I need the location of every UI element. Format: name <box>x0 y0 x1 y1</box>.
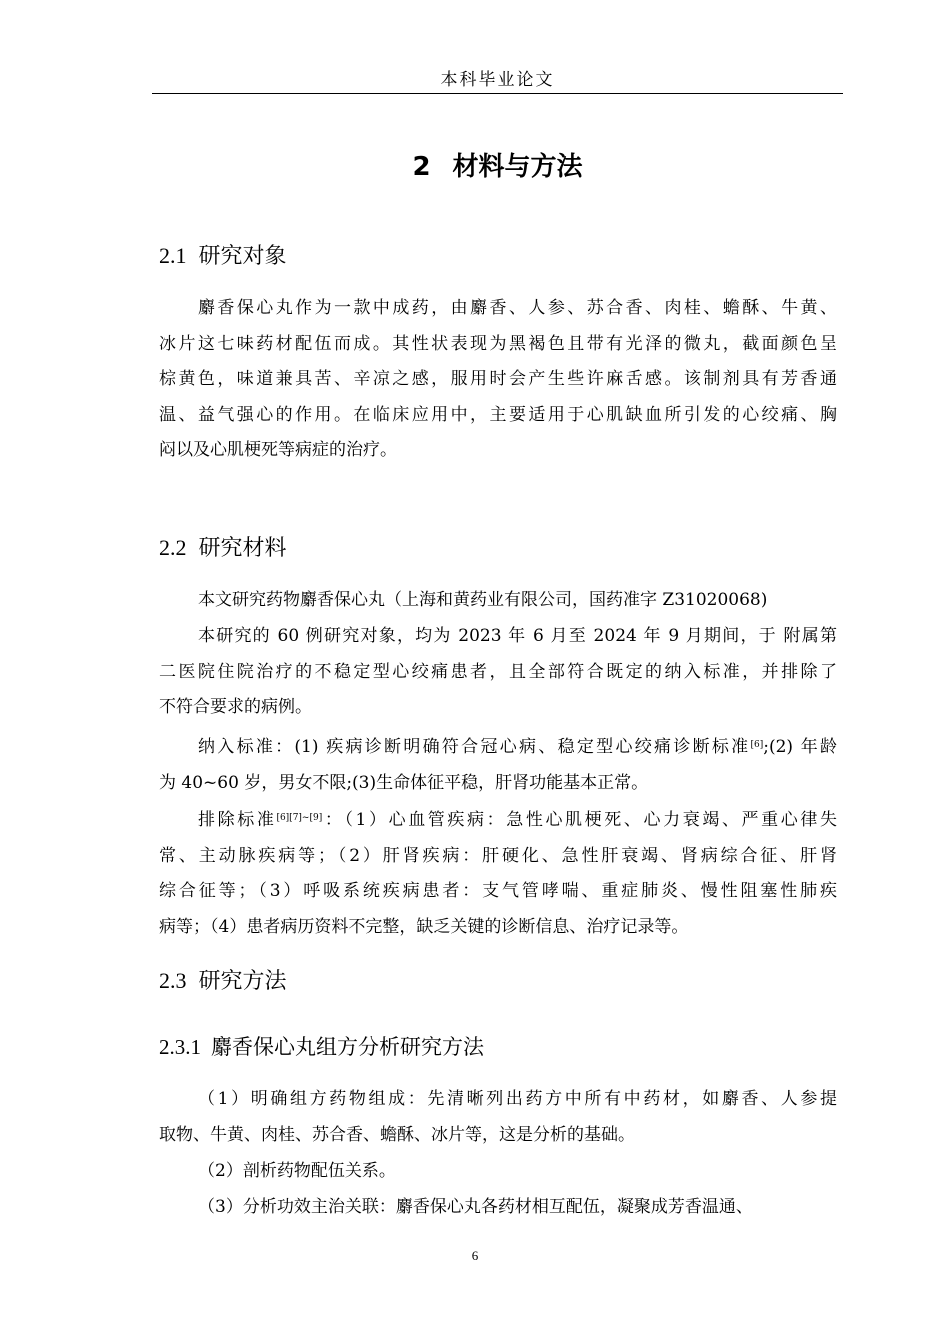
chapter-title <box>152 149 843 185</box>
section-title: 研究对象 <box>198 244 287 269</box>
text-line: 取物、牛黄、肉桂、苏合香、蟾酥、冰片等，这是分析的基础。 <box>159 1124 635 1145</box>
section-number: 2.2 <box>159 535 187 560</box>
section-title: 研究方法 <box>198 969 287 994</box>
running-header: 本科毕业论文 <box>440 70 555 90</box>
text-line: 不符合要求的病例。 <box>159 697 312 717</box>
text-line: 综合征等；（3）呼吸系统疾病患者：支气管哮喘、重症肺炎、慢性阻塞性肺疾 <box>159 881 837 901</box>
citation: [6] <box>750 740 764 750</box>
text-segment: 排除标准 <box>198 810 277 830</box>
section-heading-2-3-1 <box>159 1032 484 1062</box>
section-number: 2.3.1 <box>159 1035 201 1059</box>
text-segment: 纳入标准：(1) 疾病诊断明确符合冠心病、稳定型心绞痛诊断标准 <box>198 737 751 757</box>
paragraph-method-2 <box>159 1154 837 1190</box>
text-line: （1）明确组方药物组成：先清晰列出药方中所有中药材，如麝香、人参提 <box>198 1089 837 1109</box>
text-segment: ：（1）心血管疾病：急性心肌梗死、心力衰竭、严重心律失 <box>322 810 837 830</box>
text-line: 常、主动脉疾病等；（2）肝肾疾病：肝硬化、急性肝衰竭、肾病综合征、肝肾 <box>159 845 837 866</box>
text-line: （2）剖析药物配伍关系。 <box>198 1161 396 1181</box>
section-number: 2.1 <box>159 243 187 268</box>
section-heading-2-3 <box>159 966 287 997</box>
paragraph-exclusion-criteria <box>159 803 837 945</box>
text-segment: ;(2) 年龄 <box>763 737 838 757</box>
chapter-title-text: 材料与方法 <box>452 152 583 182</box>
paragraph-method-3 <box>159 1190 837 1226</box>
paragraph-method-1 <box>159 1082 837 1153</box>
text-line: 病等；（4）患者病历资料不完整，缺乏关键的诊断信息、治疗记录等。 <box>159 916 689 937</box>
paragraph-drug <box>159 583 837 619</box>
section-heading-2-2 <box>159 533 287 564</box>
text-line <box>159 803 837 839</box>
text-line: 冰片这七味药材配伍而成。其性状表现为黑褐色且带有光泽的微丸，截面颜色呈 <box>159 333 837 354</box>
text-line: 棕黄色，味道兼具苦、辛凉之感，服用时会产生些许麻舌感。该制剂具有芳香通 <box>159 369 837 389</box>
header-rule <box>152 93 843 94</box>
paragraph-subjects <box>159 619 837 726</box>
text-line <box>159 730 837 766</box>
text-line: 本研究的 60 例研究对象，均为 2023 年 6 月至 2024 年 9 月期间，于 附属第 <box>198 626 837 646</box>
chapter-number: 2 <box>412 152 431 182</box>
text-line: 麝香保心丸作为一款中成药，由麝香、人参、苏合香、肉桂、蟾酥、牛黄、 <box>198 298 837 318</box>
paragraph-research-subject <box>159 291 837 469</box>
text-line: 温、益气强心的作用。在临床应用中，主要适用于心肌缺血所引发的心绞痛、胸 <box>159 404 837 425</box>
text-line: 为 40~60 岁，男女不限;(3)生命体征平稳，肝肾功能基本正常。 <box>159 772 649 793</box>
section-number: 2.3 <box>159 968 187 993</box>
paragraph-inclusion-criteria <box>159 730 837 801</box>
text-line: 闷以及心肌梗死等病症的治疗。 <box>159 440 397 460</box>
section-title: 研究材料 <box>198 536 287 561</box>
section-title: 麝香保心丸组方分析研究方法 <box>211 1035 484 1059</box>
text-line: 本文研究药物麝香保心丸（上海和黄药业有限公司，国药准字 Z31020068) <box>198 590 768 610</box>
page-number: 6 <box>471 1248 479 1263</box>
text-line: 二医院住院治疗的不稳定型心绞痛患者，且全部符合既定的纳入标准，并排除了 <box>159 661 837 682</box>
citation: [6][7]~[9] <box>276 813 323 823</box>
section-heading-2-1 <box>159 241 287 272</box>
text-line: （3）分析功效主治关联：麝香保心丸各药材相互配伍，凝聚成芳香温通、 <box>198 1197 753 1217</box>
